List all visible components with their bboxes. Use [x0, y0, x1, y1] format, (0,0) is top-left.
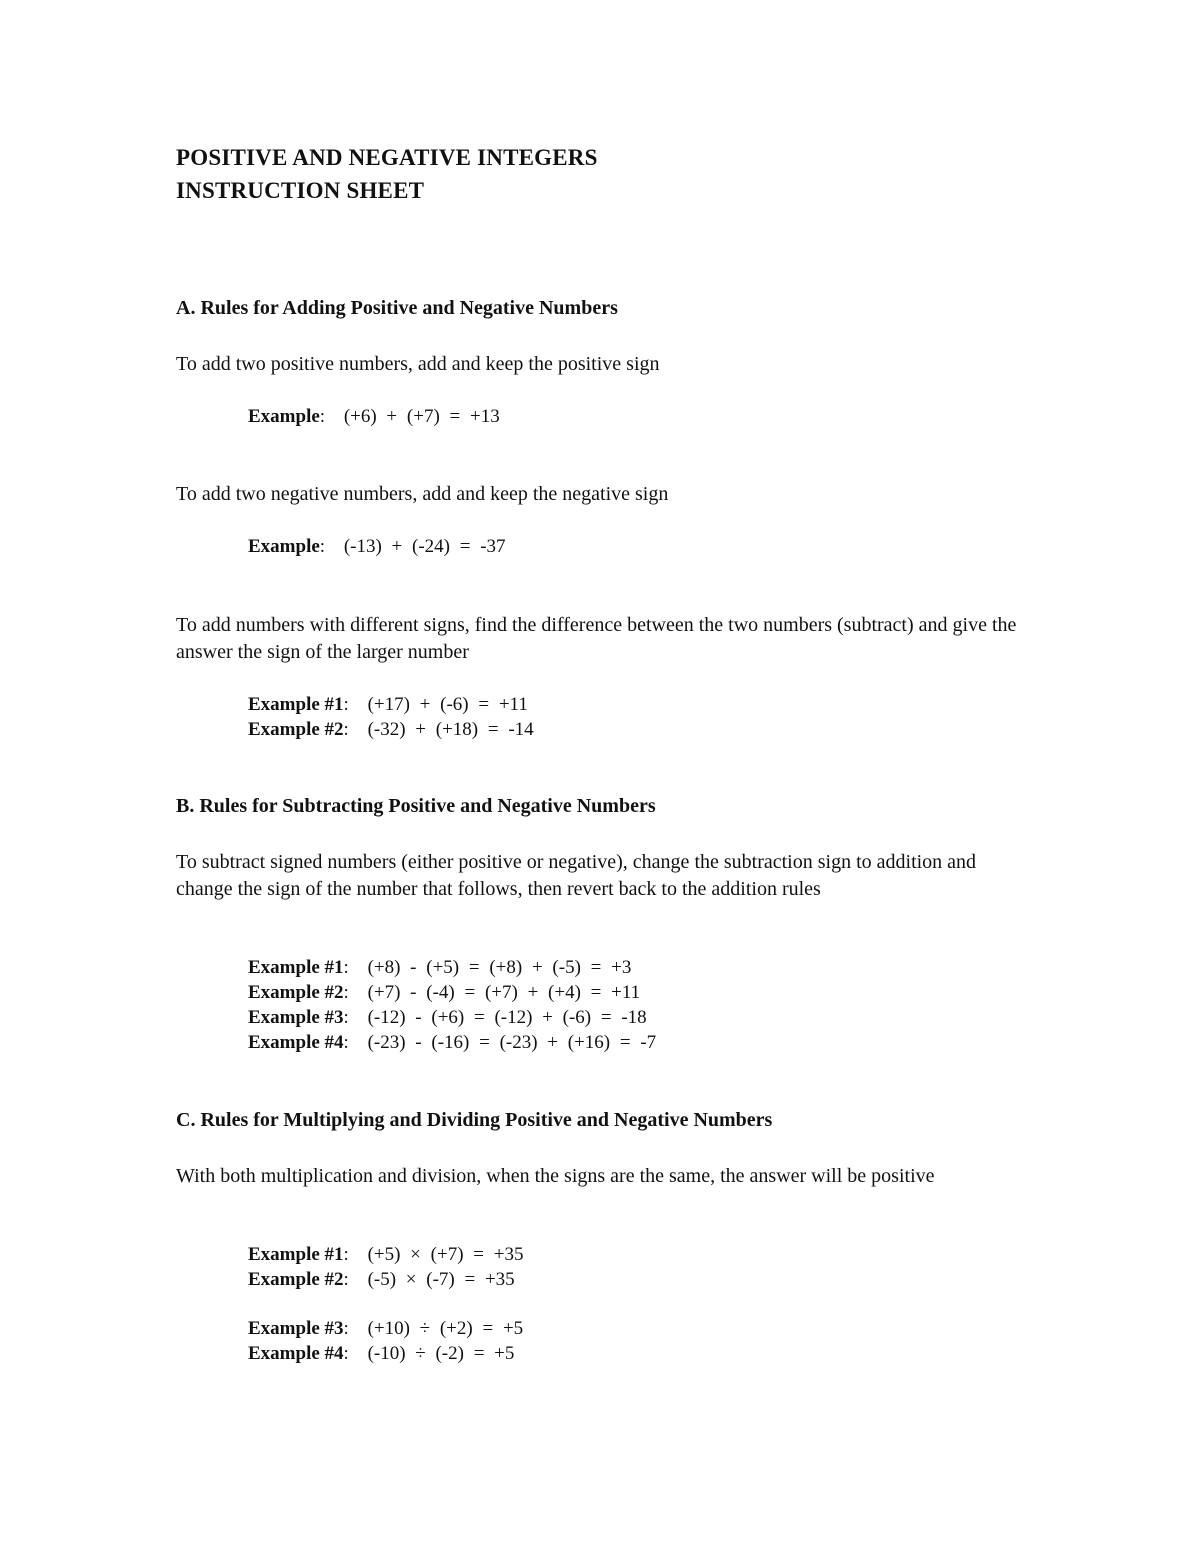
section-b-example-2: Example #2: (+7) - (-4) = (+7) + (+4) = +11 [248, 982, 641, 1003]
section-c-rule: With both multiplication and division, when the signs are the same, the answer will be positive [176, 1165, 935, 1187]
section-a-rule-2: To add two negative numbers, add and keep the negative sign [176, 483, 669, 505]
section-a-rule-3: To add numbers with different signs, find the difference between the two numbers (subtract) and give the answer the sign of the larger number [176, 614, 1017, 663]
example-label: Example #1 [248, 957, 344, 978]
example-label: Example #1 [248, 1244, 344, 1265]
example-equation: (-32) + (+18) = -14 [367, 719, 534, 740]
example-equation: (-12) - (+6) = (-12) + (-6) = -18 [367, 1007, 647, 1028]
example-equation: (+10) ÷ (+2) = +5 [367, 1318, 524, 1339]
example-label: Example #4 [248, 1343, 344, 1364]
example-label: Example #2 [248, 1269, 344, 1290]
section-a-example-3: Example #1: (+17) + (-6) = +11 [248, 694, 528, 715]
section-b-example-1: Example #1: (+8) - (+5) = (+8) + (-5) = +3 [248, 957, 632, 978]
example-equation: (-13) + (-24) = -37 [343, 536, 506, 557]
example-label: Example #1 [248, 694, 344, 715]
section-b-rule: To subtract signed numbers (either positive or negative), change the subtraction sign to addition and change the sign of the number that follows, then revert back to the addition rules [176, 851, 977, 900]
section-c-example-2: Example #2: (-5) × (-7) = +35 [248, 1269, 515, 1290]
document-subtitle: INSTRUCTION SHEET [176, 178, 425, 203]
section-c-example-4: Example #4: (-10) ÷ (-2) = +5 [248, 1343, 515, 1364]
section-a-example-1: Example: (+6) + (+7) = +13 [248, 406, 500, 427]
section-a-heading: A. Rules for Adding Positive and Negative Numbers [176, 297, 618, 319]
example-label: Example #3 [248, 1007, 344, 1028]
section-a-example-4: Example #2: (-32) + (+18) = -14 [248, 719, 534, 740]
example-label: Example [248, 406, 320, 427]
example-label: Example [248, 536, 320, 557]
example-equation: (-10) ÷ (-2) = +5 [367, 1343, 515, 1364]
section-b-example-4: Example #4: (-23) - (-16) = (-23) + (+16) = -7 [248, 1032, 657, 1053]
example-equation: (+5) × (+7) = +35 [367, 1244, 524, 1265]
example-label: Example #4 [248, 1032, 344, 1053]
section-b-heading: B. Rules for Subtracting Positive and Negative Numbers [176, 795, 656, 817]
example-equation: (+6) + (+7) = +13 [343, 406, 500, 427]
section-c-example-3: Example #3: (+10) ÷ (+2) = +5 [248, 1318, 524, 1339]
example-equation: (+8) - (+5) = (+8) + (-5) = +3 [367, 957, 632, 978]
section-c-example-1: Example #1: (+5) × (+7) = +35 [248, 1244, 524, 1265]
section-a-rule-1: To add two positive numbers, add and keep the positive sign [176, 353, 660, 375]
section-a-example-2: Example: (-13) + (-24) = -37 [248, 536, 506, 557]
document-title: POSITIVE AND NEGATIVE INTEGERS [176, 145, 598, 170]
example-equation: (-5) × (-7) = +35 [367, 1269, 515, 1290]
example-equation: (+7) - (-4) = (+7) + (+4) = +11 [367, 982, 641, 1003]
example-label: Example #2 [248, 719, 344, 740]
section-c-heading: C. Rules for Multiplying and Dividing Positive and Negative Numbers [176, 1109, 773, 1131]
section-b-example-3: Example #3: (-12) - (+6) = (-12) + (-6) = -18 [248, 1007, 647, 1028]
example-equation: (+17) + (-6) = +11 [367, 694, 528, 715]
example-equation: (-23) - (-16) = (-23) + (+16) = -7 [367, 1032, 657, 1053]
example-label: Example #3 [248, 1318, 344, 1339]
example-label: Example #2 [248, 982, 344, 1003]
